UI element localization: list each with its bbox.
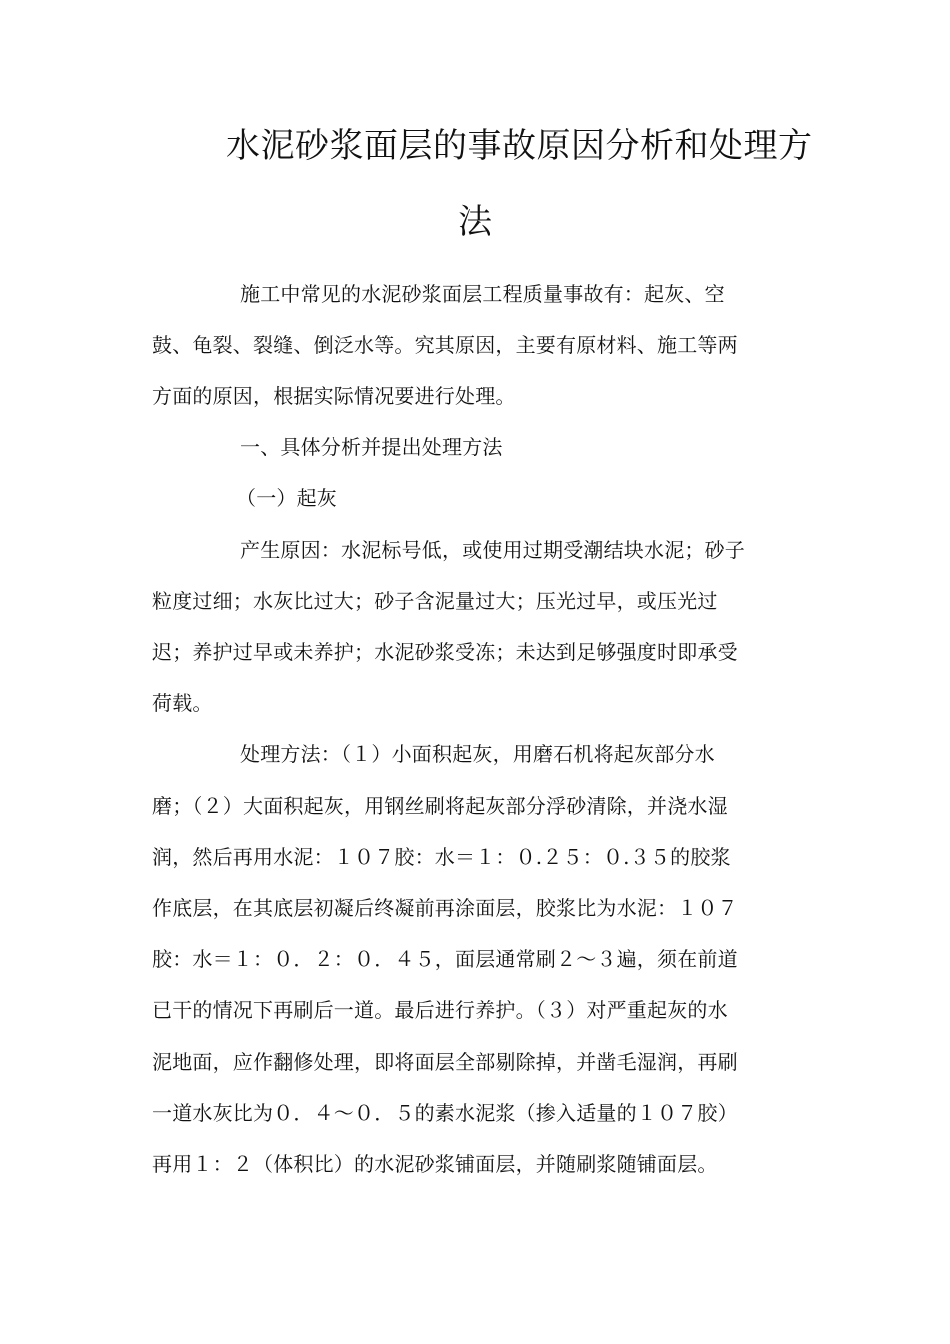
paragraph-line: 再用１：２（体积比）的水泥砂浆铺面层，并随刷浆随铺面层。 [152,1152,718,1176]
paragraph-line: 迟；养护过早或未养护；水泥砂浆受冻；未达到足够强度时即承受 [152,640,738,664]
paragraph-line: 胶：水＝１：０．２：０．４５，面层通常刷２～３遍，须在前道 [152,947,738,971]
document-title-line-2: 法 [458,202,493,242]
paragraph-line: 磨；（２）大面积起灰，用钢丝刷将起灰部分浮砂清除，并浇水湿 [152,794,728,818]
paragraph-line: 泥地面，应作翻修处理，即将面层全部剔除掉，并凿毛湿润，再刷 [152,1050,738,1074]
paragraph-line: 产生原因：水泥标号低，或使用过期受潮结块水泥；砂子 [240,538,745,562]
subsection-heading: （一）起灰 [236,486,337,510]
paragraph-line: 处理方法：（１）小面积起灰，用磨石机将起灰部分水 [240,742,715,766]
paragraph-line: 已干的情况下再刷后一道。最后进行养护。（３）对严重起灰的水 [152,998,728,1022]
document-title-line-1: 水泥砂浆面层的事故原因分析和处理方 [226,126,813,166]
paragraph-line: 施工中常见的水泥砂浆面层工程质量事故有：起灰、空 [240,282,725,306]
paragraph-line: 鼓、龟裂、裂缝、倒泛水等。究其原因，主要有原材料、施工等两 [152,333,738,357]
paragraph-line: 作底层，在其底层初凝后终凝前再涂面层，胶浆比为水泥：１０７ [152,896,738,920]
paragraph-line: 方面的原因，根据实际情况要进行处理。 [152,384,516,408]
paragraph-line: 一道水灰比为０．４～０．５的素水泥浆（掺入适量的１０７胶） [152,1101,738,1125]
paragraph-line: 粒度过细；水灰比过大；砂子含泥量过大；压光过早，或压光过 [152,589,718,613]
section-heading: 一、具体分析并提出处理方法 [240,435,503,459]
paragraph-line: 荷载。 [152,691,213,715]
paragraph-line: 润，然后再用水泥：１０７胶：水＝１：０.２５：０.３５的胶浆 [152,845,731,869]
